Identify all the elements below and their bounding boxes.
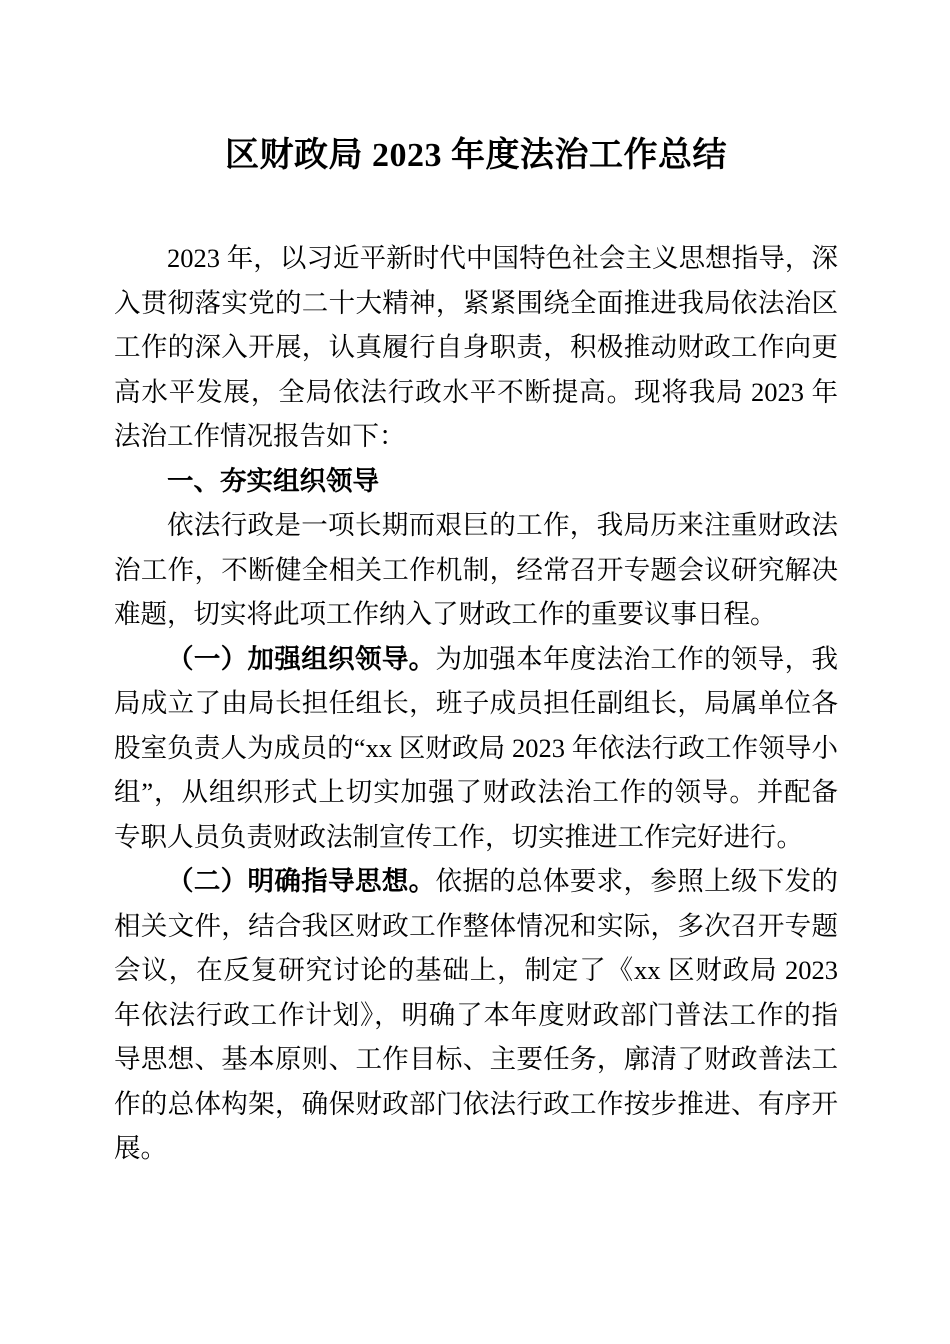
subsection-2-text: 依据的总体要求，参照上级下发的相关文件，结合我区财政工作整体情况和实际，多次召开专题会议，在反复研究讨论的基础上，制定了《xx 区财政局 2023 年依法行政工作计划》，明确了本年度财政部门普法工作的指导思想、基本原则、工作目标、主要任务，廓清了财政普法工作的总体构架，确保财政部门依法行政工作按步推进、有序开展。 bbox=[114, 866, 839, 1163]
section-heading-1: 一、夯实组织领导 bbox=[167, 465, 379, 496]
intro-paragraph: 2023 年，以习近平新时代中国特色社会主义思想指导，深入贯彻落实党的二十大精神，紧紧围绕全面推进我局依法治区工作的深入开展，认真履行自身职责，积极推动财政工作向更高水平发展，全局依法行政水平不断提高。现将我局 2023 年法治工作情况报告如下： bbox=[114, 243, 838, 451]
document-title: 区财政局 2023 年度法治工作总结 bbox=[225, 137, 727, 174]
subsection-1-lead: （一）加强组织领导。 bbox=[167, 643, 436, 674]
subsection-2-paragraph bbox=[114, 859, 838, 1171]
subsection-1-text: 为加强本年度法治工作的领导，我局成立了由局长担任组长，班子成员担任副组长，局属单位各股室负责人为成员的“xx 区财政局 2023 年依法行政工作领导小组”，从组织形式上切实加强了财政法治工作的领导。并配备专职人员负责财政法制宣传工作，切实推进工作完好进行。 bbox=[114, 643, 839, 852]
subsection-1-paragraph bbox=[114, 637, 838, 860]
section1-overview-paragraph: 依法行政是一项长期而艰巨的工作，我局历来注重财政法治工作，不断健全相关工作机制，经常召开专题会议研究解决难题，切实将此项工作纳入了财政工作的重要议事日程。 bbox=[114, 510, 838, 629]
subsection-2-lead: （二）明确指导思想。 bbox=[167, 866, 436, 896]
